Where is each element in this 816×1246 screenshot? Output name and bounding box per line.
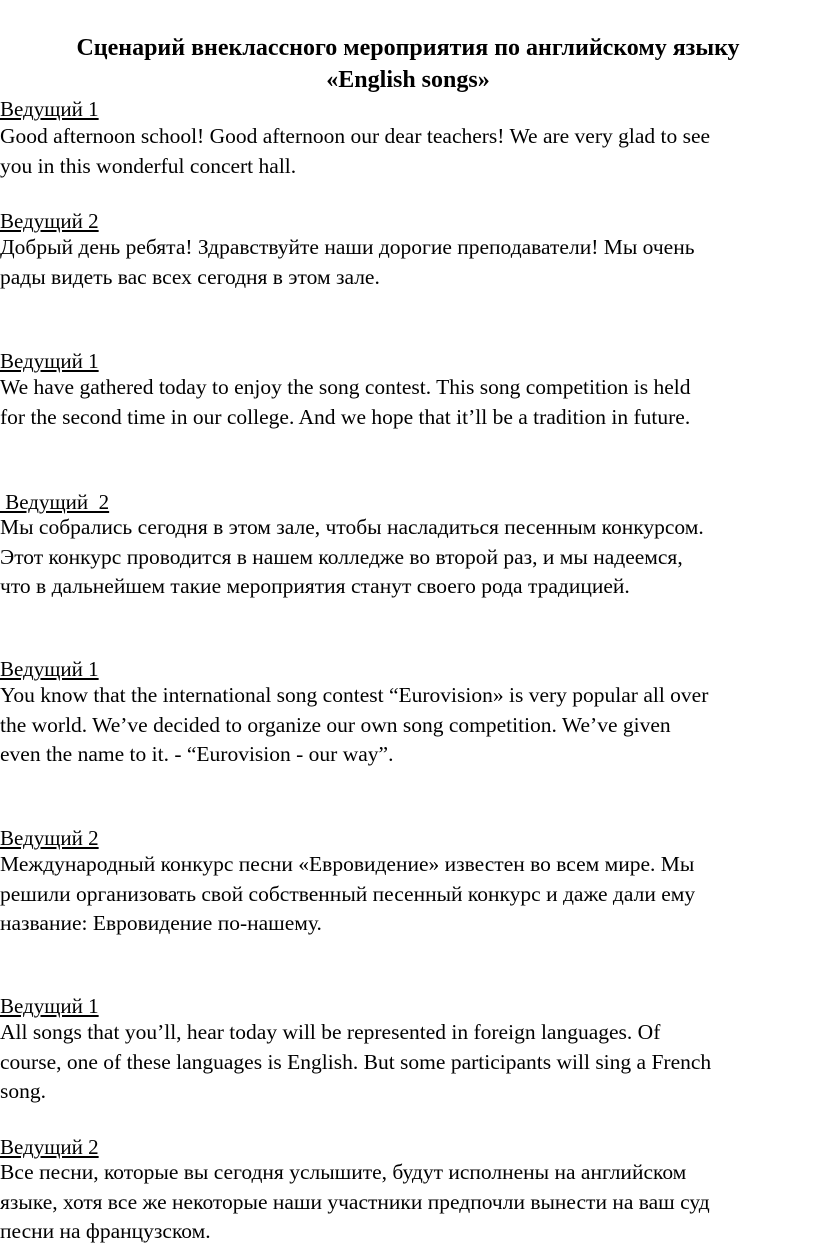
- paragraph-line: All songs that you’ll, hear today will be represented in foreign languages. Of: [0, 1020, 661, 1044]
- document-title-line-2: «English songs»: [326, 67, 490, 93]
- paragraph-line: We have gathered today to enjoy the song contest. This song competition is held: [0, 375, 691, 399]
- paragraph-line: название: Евровидение по-нашему.: [0, 911, 322, 935]
- speaker-label: Ведущий 1: [0, 97, 99, 121]
- speaker-label: Ведущий 1: [0, 349, 99, 373]
- paragraph-line: Мы собрались сегодня в этом зале, чтобы насладиться песенным конкурсом.: [0, 515, 704, 539]
- paragraph-line: Добрый день ребята! Здравствуйте наши дорогие преподаватели! Мы очень: [0, 235, 695, 259]
- speaker-label: Ведущий 2: [0, 209, 99, 233]
- paragraph-line: рады видеть вас всех сегодня в этом зале.: [0, 265, 380, 289]
- paragraph-line: Международный конкурс песни «Евровидение» известен во всем мире. Мы: [0, 852, 695, 876]
- document-title-line-1: Сценарий внеклассного мероприятия по английскому языку: [76, 35, 740, 61]
- paragraph-line: for the second time in our college. And we hope that it’ll be a tradition in future.: [0, 405, 691, 429]
- speaker-label: Ведущий 1: [0, 994, 99, 1018]
- paragraph-line: course, one of these languages is English. But some participants will sing a French: [0, 1050, 712, 1074]
- paragraph-line: the world. We’ve decided to organize our own song competition. We’ve given: [0, 713, 671, 737]
- speaker-label: Ведущий 1: [0, 657, 99, 681]
- speaker-label: Ведущий 2: [0, 826, 99, 850]
- paragraph-line: что в дальнейшем такие мероприятия станут своего рода традицией.: [0, 574, 630, 598]
- paragraph-line: Этот конкурс проводится в нашем колледже во второй раз, и мы надеемся,: [0, 545, 683, 569]
- speaker-label: Ведущий 2: [0, 490, 110, 514]
- paragraph-line: even the name to it. - “Eurovision - our way”.: [0, 742, 394, 766]
- paragraph-line: языке, хотя все же некоторые наши участники предпочли вынести на ваш суд: [0, 1190, 710, 1214]
- paragraph-line: песни на французском.: [0, 1219, 211, 1243]
- speaker-label: Ведущий 2: [0, 1135, 99, 1159]
- paragraph-line: song.: [0, 1079, 46, 1103]
- paragraph-line: you in this wonderful concert hall.: [0, 154, 297, 178]
- paragraph-line: решили организовать свой собственный песенный конкурс и даже дали ему: [0, 882, 696, 906]
- paragraph-line: Все песни, которые вы сегодня услышите, будут исполнены на английском: [0, 1160, 687, 1184]
- paragraph-line: You know that the international song contest “Eurovision» is very popular all over: [0, 683, 709, 707]
- paragraph-line: Good afternoon school! Good afternoon our dear teachers! We are very glad to see: [0, 124, 711, 148]
